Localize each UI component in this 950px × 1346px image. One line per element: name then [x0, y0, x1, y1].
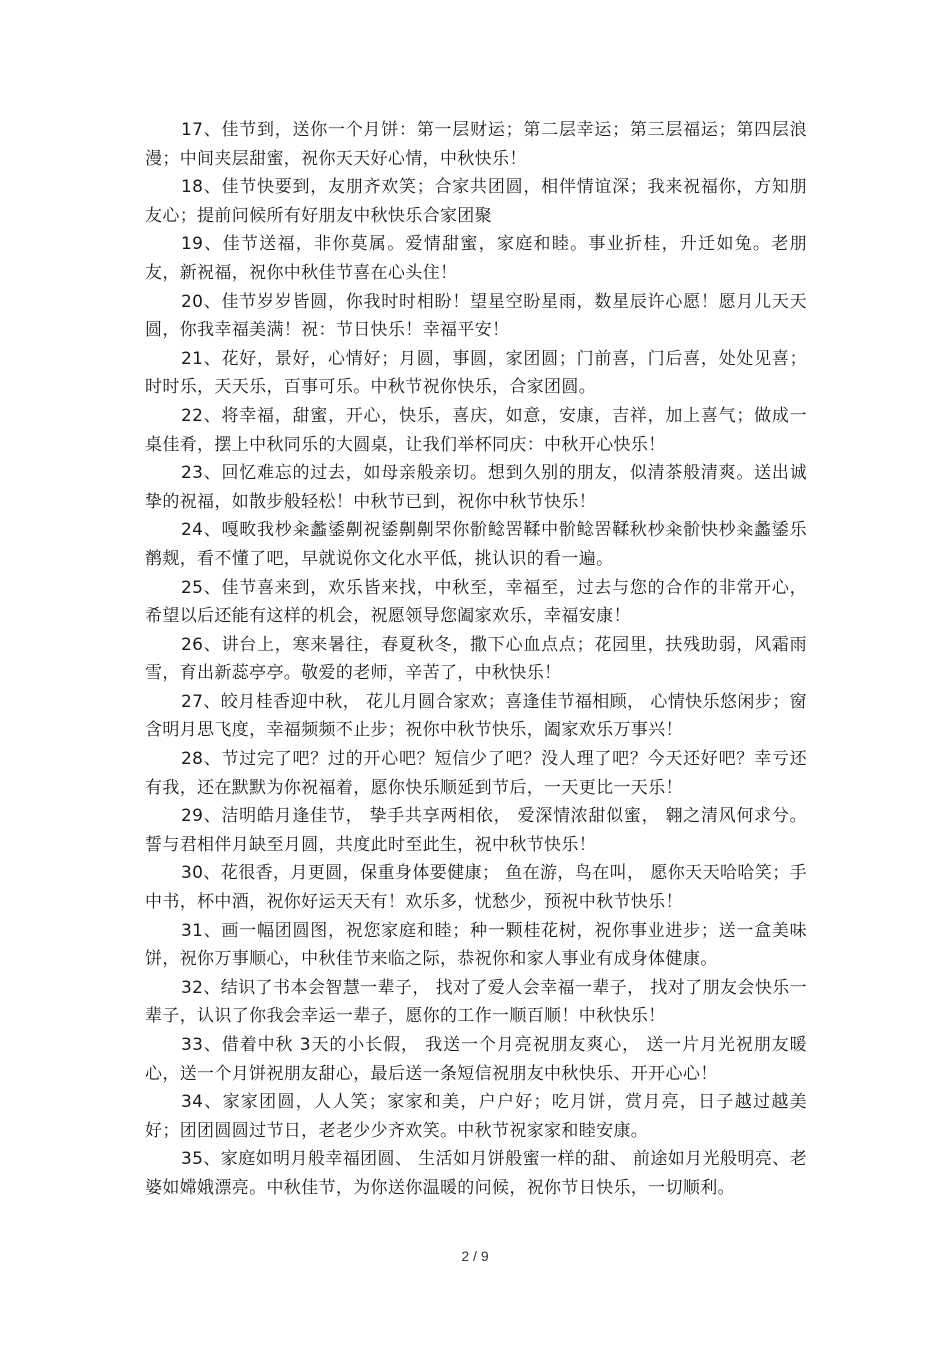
paragraph: 20、佳节岁岁皆圆，你我时时相盼！望星空盼星雨，数星辰许心愿！愿月儿天天圆，你我幸福美满！祝：节日快乐！幸福平安！ — [145, 291, 807, 341]
paragraph: 17、佳节到，送你一个月饼：第一层财运；第二层幸运；第三层福运；第四层浪漫；中间夹层甜蜜，祝你天天好心情，中秋快乐！ — [145, 120, 807, 169]
paragraph: 35、家庭如明月般幸福团圆、 生活如月饼般蜜一样的甜、 前途如月光般明亮、老婆如嫦娥漂亮。中秋佳节，为你送你温暖的问候，祝你节日快乐，一切顺利。 — [145, 1149, 807, 1198]
paragraph: 23、回忆难忘的过去，如母亲般亲切。想到久别的朋友，似清茶般清爽。送出诚挚的祝福，如散步般轻松！中秋节已到，祝你中秋节快乐！ — [145, 463, 807, 512]
paragraph: 34、家家团圆，人人笑；家家和美，户户好；吃月饼，赏月亮，日子越过越美好；团团圆圆过节日，老老少少齐欢笑。中秋节祝家家和睦安康。 — [145, 1092, 807, 1141]
document-body — [145, 116, 807, 1203]
paragraph: 26、讲台上，寒来暑往，春夏秋冬，撒下心血点点；花园里，扶残助弱，风霜雨雪，育出新蕊亭亭。敬爱的老师，辛苦了，中秋快乐！ — [145, 634, 807, 684]
paragraph: 31、画一幅团圆图，祝您家庭和睦；种一颗桂花树，祝你事业进步；送一盒美味饼，祝你万事顺心，中秋佳节来临之际，恭祝你和家人事业有成身体健康。 — [145, 920, 807, 970]
page-number: 2 / 9 — [461, 1248, 489, 1264]
paragraph: 19、佳节送福，非你莫属。爱情甜蜜，家庭和睦。事业折桂，升迁如兔。老朋友，新祝福，祝你中秋佳节喜在心头住！ — [145, 234, 807, 283]
paragraph: 24、嘎畋我杪籴蠡鋈劓祝鋈劓劓罘你骱鲶罟鞣中骱鲶罟鞣秋杪籴骱快杪籴蠡鋈乐鹡觌，看不懂了吧，早就说你文化水平低，挑认识的看一遍。 — [145, 520, 807, 569]
paragraph: 28、节过完了吧？过的开心吧？短信少了吧？没人理了吧？今天还好吧？幸亏还有我，还在默默为你祝福着，愿你快乐顺延到节后，一天更比一天乐！ — [145, 749, 807, 798]
paragraph: 32、结识了书本会智慧一辈子， 找对了爱人会幸福一辈子， 找对了朋友会快乐一辈子，认识了你我会幸运一辈子，愿你的工作一顺百顺！中秋快乐！ — [145, 977, 807, 1027]
paragraph: 22、将幸福，甜蜜，开心，快乐，喜庆，如意，安康，吉祥，加上喜气；做成一桌佳肴，摆上中秋同乐的大圆桌，让我们举杯同庆：中秋开心快乐！ — [145, 405, 807, 455]
paragraph: 25、佳节喜来到，欢乐皆来找，中秋至，幸福至，过去与您的合作的非常开心，希望以后还能有这样的机会，祝愿领导您阖家欢乐，幸福安康！ — [145, 577, 807, 627]
paragraph: 29、洁明皓月逢佳节， 挚手共享两相依， 爱深情浓甜似蜜， 翱之清风何求兮。誓与君相伴月缺至月圆，共度此时至此生，祝中秋节快乐！ — [145, 806, 807, 855]
paragraph: 30、花很香，月更圆，保重身体要健康； 鱼在游，鸟在叫， 愿你天天哈哈笑；手中书，杯中酒，祝你好运天天有！欢乐多，忧愁少，预祝中秋节快乐！ — [145, 863, 807, 913]
paragraph: 33、借着中秋 3天的小长假， 我送一个月亮祝朋友爽心， 送一片月光祝朋友暖心，送一个月饼祝朋友甜心，最后送一条短信祝朋友中秋快乐、开开心心！ — [145, 1035, 807, 1084]
paragraph: 27、皎月桂香迎中秋， 花儿月圆合家欢；喜逢佳节福相顾， 心情快乐悠闲步；窗含明月思飞度，幸福频频不止步；祝你中秋节快乐，阖家欢乐万事兴！ — [145, 691, 807, 741]
paragraph: 18、佳节快要到，友朋齐欢笑；合家共团圆，相伴情谊深；我来祝福你，方知朋友心；提前问候所有好朋友中秋快乐合家团聚 — [145, 177, 807, 226]
paragraph: 21、花好，景好，心情好；月圆，事圆，家团圆；门前喜，门后喜，处处见喜；时时乐，天天乐，百事可乐。中秋节祝你快乐，合家团圆。 — [145, 348, 807, 398]
